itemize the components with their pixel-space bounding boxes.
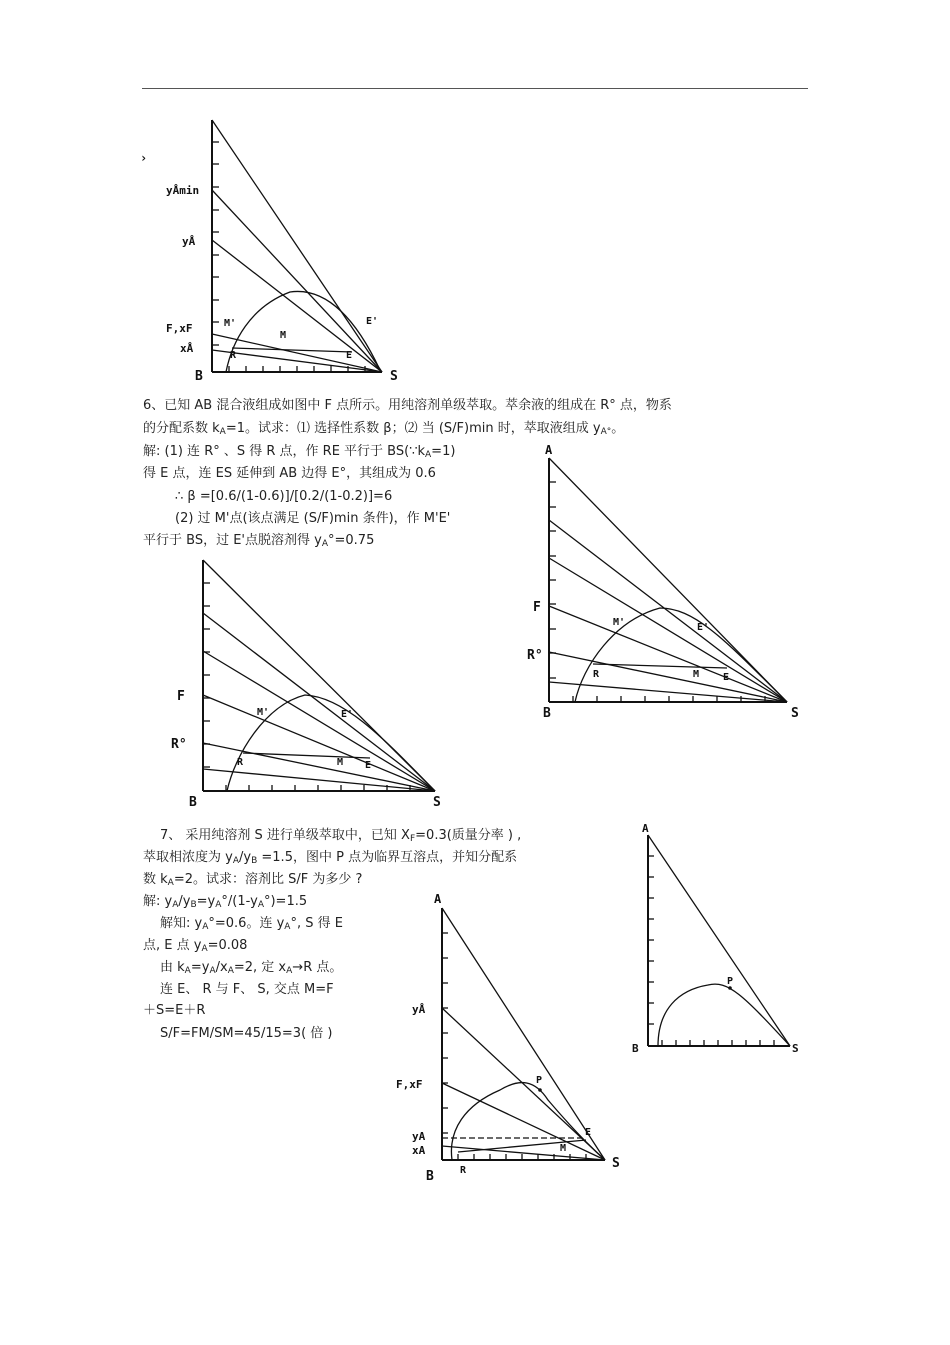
fig5-label-s: S: [612, 1156, 620, 1171]
fig2-line-low: [549, 682, 787, 702]
p6-line5: ∴ β =[0.6/(1-0.6)]/[0.2/(1-0.2)]=6: [175, 489, 393, 504]
fig1-line-as: [212, 120, 382, 372]
p7-line10: S/F=FM/SM=45/15=3( 倍 ): [160, 1026, 333, 1041]
header-rule: [142, 88, 808, 89]
fig4-label-b: B: [632, 1042, 639, 1055]
figure-5-ternary-diagram: [390, 890, 635, 1185]
p7-line2: 萃取相浓度为 $y_A/y_B =1.5$，图中 P 点为临界互溶点，并知分配系: [143, 850, 518, 866]
fig5-label-m: M: [560, 1143, 567, 1154]
fig1-label-b: B: [195, 369, 203, 384]
fig5-label-ya-top: yÅ: [412, 1003, 426, 1016]
fig5-label-p: P: [536, 1075, 543, 1086]
fig4-binodal-curve: [658, 984, 790, 1046]
fig3-y-ticks: [203, 583, 210, 767]
fig2-line-r0-s: [549, 652, 787, 702]
fig1-top-mark: ›: [140, 151, 148, 165]
fig1-line-yamin-s: [212, 190, 382, 372]
fig1-binodal-curve: [226, 291, 380, 372]
fig1-label-yamin: yÅmin: [166, 184, 200, 197]
p7-line7: 由 $k_A=y_A/x_A=2$, 定 $x_A\to R$ 点。: [160, 960, 343, 976]
fig3-label-b: B: [189, 795, 197, 810]
fig2-binodal-curve: [575, 608, 787, 702]
fig1-label-fxf: F,xF: [166, 322, 193, 335]
fig5-label-fxf: F,xF: [396, 1078, 423, 1091]
fig2-label-f: F: [533, 600, 541, 615]
fig3-line-f-s: [203, 695, 435, 791]
fig3-line-2: [203, 651, 435, 791]
fig3-label-r: R: [237, 757, 244, 768]
p7-line9: ＋S=E＋R: [143, 1003, 206, 1018]
fig4-label-p: P: [727, 976, 734, 987]
fig1-label-m-prime: M': [224, 318, 237, 329]
figure-3-ternary-diagram: [165, 555, 455, 815]
p7-line3: 数 $k_A=2$。试求：溶剂比 S/F 为多少 ?: [143, 872, 363, 888]
p6-line2: 的分配系数 $k_A=1$。试求：⑴ 选择性系数 β；⑵ 当 (S/F)min 时，萃取液组成 $y_{A^\circ}$。: [143, 421, 625, 437]
figure-4-ternary-diagram: [628, 820, 808, 1060]
fig2-label-e-prime: E': [697, 622, 710, 633]
fig3-label-s: S: [433, 795, 441, 810]
p6-line7: 平行于 BS，过 E'点脱溶剂得 $y_A^\circ=0.75$: [143, 533, 375, 549]
fig2-label-e: E: [723, 672, 730, 683]
p6-line4: 得 E 点，连 ES 延伸到 AB 边得 E°，其组成为 0.6: [143, 466, 436, 481]
fig5-label-r: R: [460, 1165, 467, 1176]
fig1-label-s: S: [390, 369, 398, 384]
fig2-label-m-prime: M': [613, 617, 626, 628]
fig2-label-r0: R°: [527, 648, 543, 663]
fig2-line-f-s: [549, 606, 787, 702]
p6-line6: (2) 过 M'点(该点满足 (S/F)min 条件)，作 M'E': [175, 511, 451, 526]
fig3-line-low: [203, 769, 435, 791]
fig3-label-r0: R°: [171, 737, 187, 752]
p7-line5: 解知: $y_A^\circ=0.6$。连 $y_A^\circ$, S 得 E: [160, 916, 343, 932]
fig5-label-a: A: [434, 892, 442, 906]
fig1-label-xa: xÅ: [180, 342, 194, 355]
fig1-label-r: R: [230, 350, 237, 361]
fig5-label-b: B: [426, 1169, 434, 1184]
fig2-label-r: R: [593, 669, 600, 680]
p7-line8: 连 E、 R 与 F、 S, 交点 M=F: [160, 982, 334, 997]
p6-line3: 解: (1) 连 R° 、S 得 R 点，作 RE 平行于 $BS(\because k_A=1)$: [143, 444, 456, 460]
fig4-line-as: [648, 835, 790, 1046]
fig3-label-m-prime: M': [257, 707, 270, 718]
fig3-label-e: E: [365, 760, 372, 771]
figure-2-ternary-diagram: [525, 440, 815, 725]
fig5-label-ya: yA: [412, 1130, 426, 1143]
fig1-label-e-prime: E': [366, 316, 379, 327]
fig2-label-b: B: [543, 706, 551, 721]
fig5-label-xa: xA: [412, 1144, 426, 1157]
fig1-label-ya: yÅ: [182, 235, 196, 248]
fig5-label-e: E: [585, 1127, 592, 1138]
fig1-label-m: M: [280, 330, 287, 341]
fig5-tie-line: [458, 1140, 586, 1152]
fig2-label-m: M: [693, 669, 700, 680]
fig4-label-a: A: [642, 822, 649, 835]
p7-line4: 解: $y_A/y_B=y_A^\circ/(1-y_A^\circ)=1.5$: [143, 894, 308, 910]
p7-line1: 7、 采用纯溶剂 S 进行单级萃取中，已知 $X_F=0.3$(质量分率 ) ,: [160, 828, 522, 844]
fig5-point-p: [538, 1088, 542, 1092]
p7-line6: 点, E 点 $y_A=0.08$: [143, 938, 248, 954]
fig2-label-s: S: [791, 706, 799, 721]
fig1-line-ya-s: [212, 240, 382, 372]
fig1-label-e: E: [346, 350, 353, 361]
p6-line1: 6、已知 AB 混合液组成如图中 F 点所示。用纯溶剂单级萃取。萃余液的组成在 R° 点，物系: [143, 398, 672, 413]
fig3-label-f: F: [177, 689, 185, 704]
fig3-label-e-prime: E': [341, 709, 354, 720]
fig2-label-a: A: [545, 443, 553, 457]
fig4-label-s: S: [792, 1042, 799, 1055]
fig3-label-m: M: [337, 757, 344, 768]
figure-1-ternary-diagram: [140, 112, 410, 387]
fig2-y-ticks: [549, 482, 556, 678]
fig5-line-ya-s: [442, 1008, 605, 1160]
